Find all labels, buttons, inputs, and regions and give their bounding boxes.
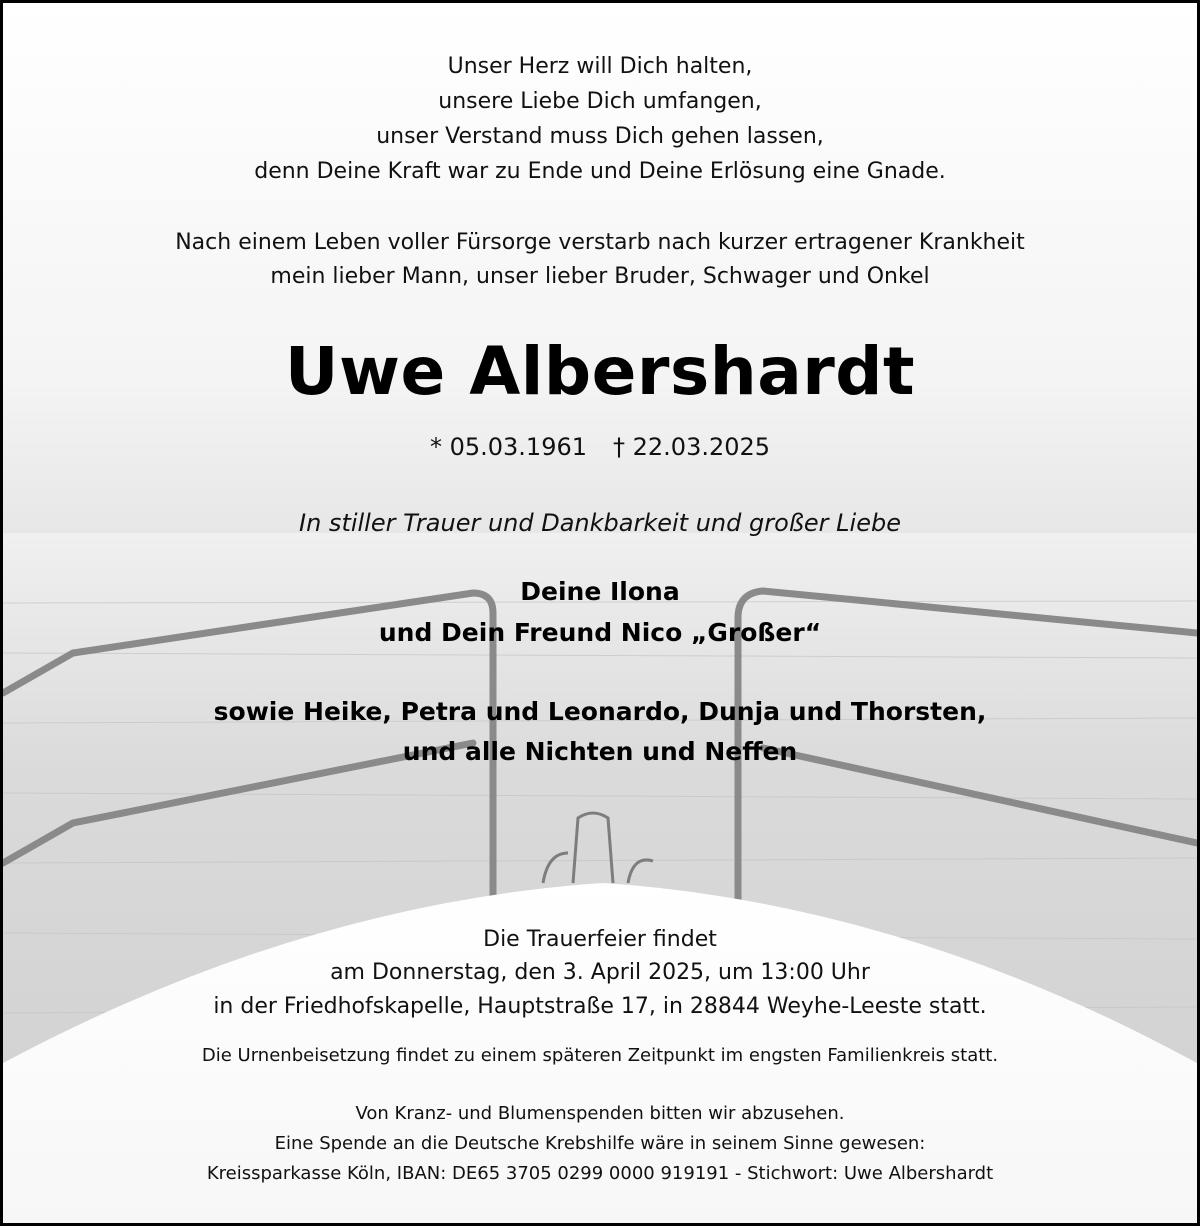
verse-line: unsere Liebe Dich umfangen, [438,89,762,114]
deceased-name: Uwe Albershardt [284,333,916,410]
verse-line: Unser Herz will Dich halten, [447,54,753,79]
mourner-line: und alle Nichten und Neffen [402,737,798,766]
mourner-line: und Dein Freund Nico „Großer“ [378,618,822,647]
funeral-line: am Donnerstag, den 3. April 2025, um 13:00 Uhr [330,960,870,985]
birth-date: * 05.03.1961 [429,433,587,461]
death-date: † 22.03.2025 [613,433,771,461]
intro-line: mein lieber Mann, unser lieber Bruder, Schwager und Onkel [270,264,930,289]
donation-line: Eine Spende an die Deutsche Krebshilfe wäre in seinem Sinne gewesen: [274,1133,926,1154]
urn-note: Die Urnenbeisetzung findet zu einem späteren Zeitpunkt im engsten Familienkreis statt. [201,1045,999,1066]
intro-line: Nach einem Leben voller Fürsorge verstarb nach kurzer ertragener Krankheit [175,230,1025,255]
verse-line: denn Deine Kraft war zu Ende und Deine Erlösung eine Gnade. [254,159,946,184]
funeral-line: in der Friedhofskapelle, Hauptstraße 17, in 28844 Weyhe-Leeste statt. [213,994,987,1019]
donation-line: Von Kranz- und Blumenspenden bitten wir abzusehen. [355,1103,845,1124]
mourner-line: Deine Ilona [520,577,680,606]
funeral-line: Die Trauerfeier findet [483,927,717,952]
mourning-line: In stiller Trauer und Dankbarkeit und großer Liebe [299,509,901,537]
mourner-line: sowie Heike, Petra und Leonardo, Dunja und Thorsten, [213,697,987,726]
obituary-content [3,3,1197,1223]
verse-line: unser Verstand muss Dich gehen lassen, [376,124,824,149]
donation-line: Kreissparkasse Köln, IBAN: DE65 3705 0299 0000 919191 - Stichwort: Uwe Albershardt [206,1163,994,1184]
life-dates [3,433,1197,461]
